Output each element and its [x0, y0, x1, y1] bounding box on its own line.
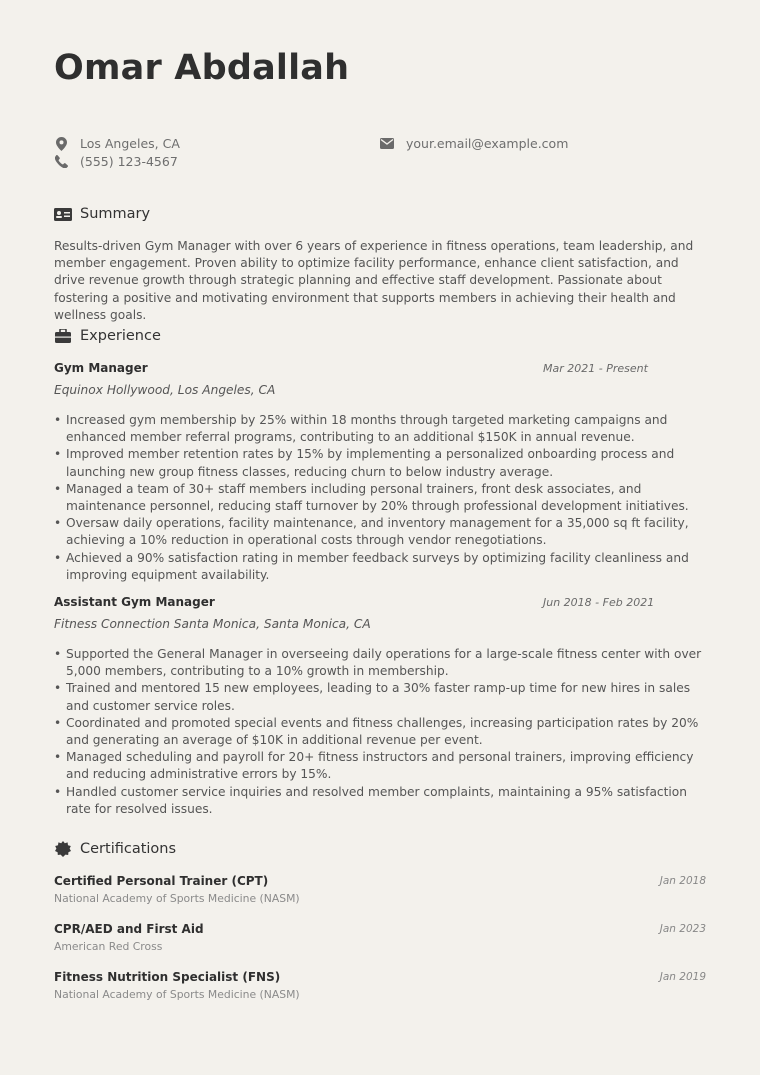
contact-location [54, 136, 180, 151]
briefcase-icon [54, 328, 72, 344]
job-date: Mar 2021 - Present [543, 362, 648, 375]
summary-text: Results-driven Gym Manager with over 6 years of experience in fitness operations, team leadership, and member engagement. Proven ability to optimize facility performance, enhance client satisfaction, and drive revenue growth through strategic planning and effective staff development. Passionate about fostering a positive and motivating environment that supports members in achieving their health and wellness goals. [54, 239, 694, 322]
cert-date: Jan 2023 [659, 923, 706, 935]
certification-item [54, 874, 706, 908]
job-date: Jun 2018 - Feb 2021 [543, 596, 655, 609]
bullet-item: • Supported the General Manager in overseeing daily operations for a large-scale fitness center with over 5,000 members, contributing to a 10% growth in membership. [54, 646, 710, 680]
envelope-icon [380, 137, 394, 151]
bullet-item: • Managed scheduling and payroll for 20+ fitness instructors and personal trainers, improving efficiency and reducing administrative errors by 15%. [54, 749, 710, 783]
bullet-item: • Achieved a 90% satisfaction rating in member feedback surveys by optimizing facility cleanliness and improving equipment availability. [54, 550, 710, 584]
cert-org: American Red Cross [54, 940, 163, 953]
bullet-item: • Handled customer service inquiries and resolved member complaints, maintaining a 95% satisfaction rate for resolved issues. [54, 784, 710, 818]
experience-title: Experience [80, 328, 161, 344]
cert-date: Jan 2019 [659, 971, 706, 983]
phone-icon [54, 155, 68, 169]
certification-item [54, 922, 706, 956]
certifications-heading [54, 841, 176, 857]
job-company: Fitness Connection Santa Monica, Santa Monica, CA [54, 617, 371, 631]
certification-item [54, 970, 706, 1004]
candidate-name: Omar Abdallah [54, 48, 350, 88]
cert-name: CPR/AED and First Aid [54, 922, 204, 936]
location-text: Los Angeles, CA [80, 136, 180, 151]
phone-text: (555) 123-4567 [80, 154, 178, 169]
certifications-title: Certifications [80, 841, 177, 857]
cert-org: National Academy of Sports Medicine (NASM) [54, 988, 300, 1001]
contact-info [54, 136, 706, 176]
contact-phone [54, 154, 178, 169]
job-bullets [54, 646, 710, 818]
contact-email[interactable] [380, 136, 568, 151]
bullet-item: • Coordinated and promoted special events and fitness challenges, increasing participation rates by 20% and generating an average of $10K in additional revenue per event. [54, 715, 710, 749]
bullet-item: • Increased gym membership by 25% within 18 months through targeted marketing campaigns and enhanced member referral programs, contributing to an additional $150K in annual revenue. [54, 412, 710, 446]
experience-heading [54, 328, 161, 344]
bullet-item: • Trained and mentored 15 new employees, leading to a 30% faster ramp-up time for new hires in sales and customer service roles. [54, 680, 710, 714]
cert-name: Fitness Nutrition Specialist (FNS) [54, 970, 281, 984]
badge-icon [54, 841, 72, 857]
cert-org: National Academy of Sports Medicine (NASM) [54, 892, 300, 905]
job-bullets [54, 412, 710, 584]
email-text[interactable]: your.email@example.com [406, 136, 569, 151]
map-pin-icon [54, 137, 68, 151]
job-company: Equinox Hollywood, Los Angeles, CA [54, 383, 276, 397]
summary-heading [54, 206, 150, 222]
id-card-icon [54, 206, 72, 222]
bullet-item: • Managed a team of 30+ staff members including personal trainers, front desk associates, and maintenance personnel, reducing staff turnover by 20% through professional development initiatives. [54, 481, 710, 515]
job-title: Assistant Gym Manager [54, 595, 215, 609]
cert-date: Jan 2018 [659, 875, 706, 887]
bullet-item: • Oversaw daily operations, facility maintenance, and inventory management for a 35,000 sq ft facility, achieving a 10% reduction in operational costs through vendor renegotiations. [54, 515, 710, 549]
cert-name: Certified Personal Trainer (CPT) [54, 874, 269, 888]
summary-title: Summary [80, 206, 151, 222]
job-title: Gym Manager [54, 361, 148, 375]
bullet-item: • Improved member retention rates by 15% by implementing a personalized onboarding process and launching new group fitness classes, reducing churn to below industry average. [54, 446, 710, 480]
